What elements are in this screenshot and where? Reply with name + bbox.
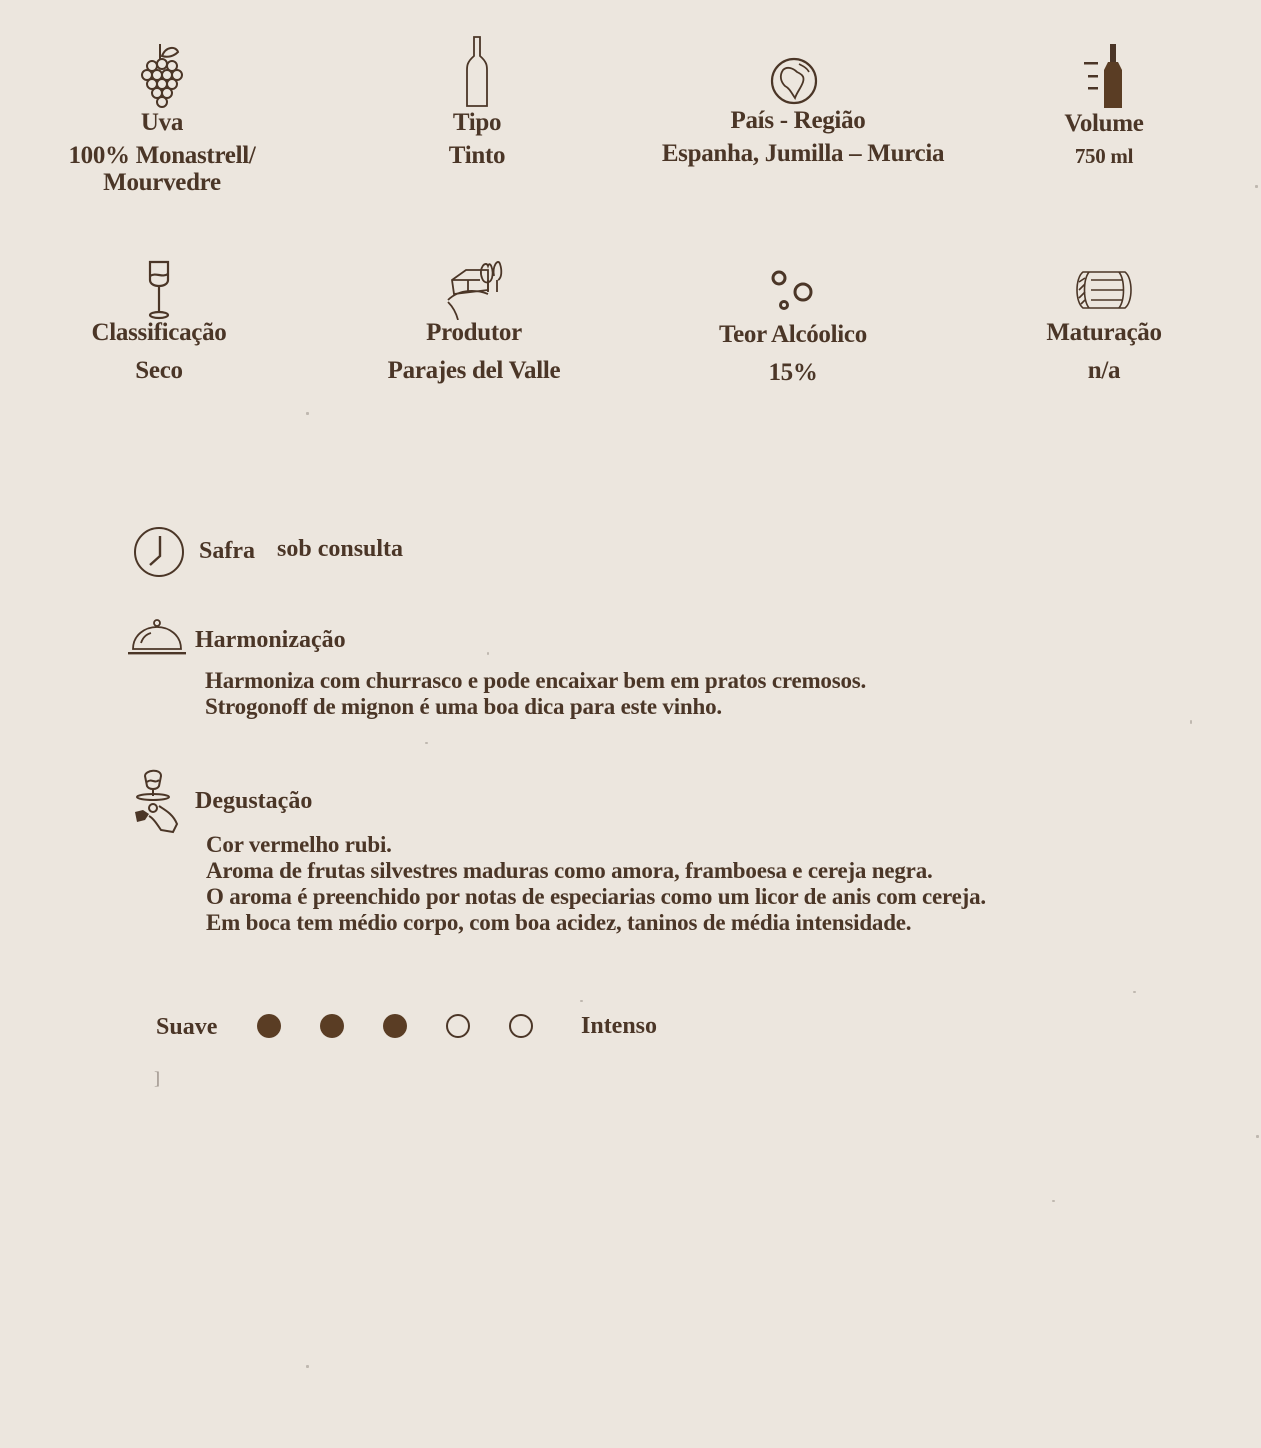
spec-label: Tipo (452, 109, 502, 136)
winery-icon (446, 258, 510, 320)
degustacao-line: O aroma é preenchido por notas de especiarias como um licor de anis com cereja. (206, 884, 986, 909)
spec-label: Produtor (426, 319, 522, 346)
intensity-dot-empty (446, 1014, 470, 1038)
spec-label: Maturação (1046, 319, 1162, 346)
safra-value: sob consulta (277, 536, 404, 562)
bottle-volume-icon (1082, 42, 1126, 110)
spec-produtor (324, 258, 624, 384)
harmonizacao-line: Strogonoff de mignon é uma boa dica para este vinho. (205, 694, 722, 719)
harmonizacao-line: Harmoniza com churrasco e pode encaixar bem em pratos cremosos. (205, 668, 867, 693)
tasting-hand-icon (133, 768, 183, 836)
degustacao-text (206, 832, 986, 936)
degustacao-line: Aroma de frutas silvestres maduras como amora, framboesa e cereja negra. (206, 858, 933, 883)
grape-icon (140, 42, 184, 108)
wine-glass-icon (146, 260, 172, 320)
spec-volume (954, 42, 1254, 170)
spec-label: País - Região (730, 107, 866, 134)
intensity-max-label: Intenso (581, 1013, 658, 1039)
spec-maturacao (954, 268, 1254, 384)
intensity-dot-filled (257, 1014, 281, 1038)
intensity-dot-filled (383, 1014, 407, 1038)
bottle-outline-icon (465, 36, 489, 108)
spec-classificacao (9, 260, 309, 384)
spec-value: Mourvedre (103, 169, 221, 196)
spec-tipo (327, 36, 627, 169)
intensity-dot-filled (320, 1014, 344, 1038)
barrel-icon (1075, 268, 1133, 312)
spec-label: Volume (1064, 110, 1144, 137)
globe-icon (769, 56, 819, 106)
spec-value: 100% Monastrell/ (68, 142, 256, 169)
safra-label: Safra (199, 538, 255, 564)
spec-uva (12, 42, 312, 196)
spec-value: Tinto (448, 142, 506, 169)
spec-value: Espanha, Jumilla – Murcia (661, 140, 945, 167)
spec-teor-alcoolico (643, 268, 943, 386)
clock-icon (133, 526, 185, 578)
spec-label: Teor Alcóolico (719, 321, 867, 348)
degustacao-line: Em boca tem médio corpo, com boa acidez, taninos de média intensidade. (206, 910, 912, 935)
spec-label: Classificação (91, 319, 227, 346)
stray-mark: ] (154, 1068, 160, 1088)
spec-value: n/a (1087, 357, 1121, 384)
spec-value: 750 ml (1074, 144, 1134, 168)
spec-value: Parajes del Valle (387, 357, 561, 384)
intensity-dot-empty (509, 1014, 533, 1038)
bubbles-icon (768, 268, 818, 314)
harmonizacao-text (205, 668, 866, 720)
cloche-icon (127, 619, 187, 657)
spec-label: Uva (140, 109, 184, 136)
spec-value: Seco (135, 357, 183, 384)
spec-value: 15% (768, 359, 818, 386)
degustacao-title: Degustação (195, 788, 313, 814)
degustacao-line: Cor vermelho rubi. (206, 832, 392, 857)
intensity-min-label: Suave (156, 1014, 218, 1040)
harmonizacao-title: Harmonização (195, 627, 346, 653)
spec-pais-regiao (653, 56, 953, 167)
